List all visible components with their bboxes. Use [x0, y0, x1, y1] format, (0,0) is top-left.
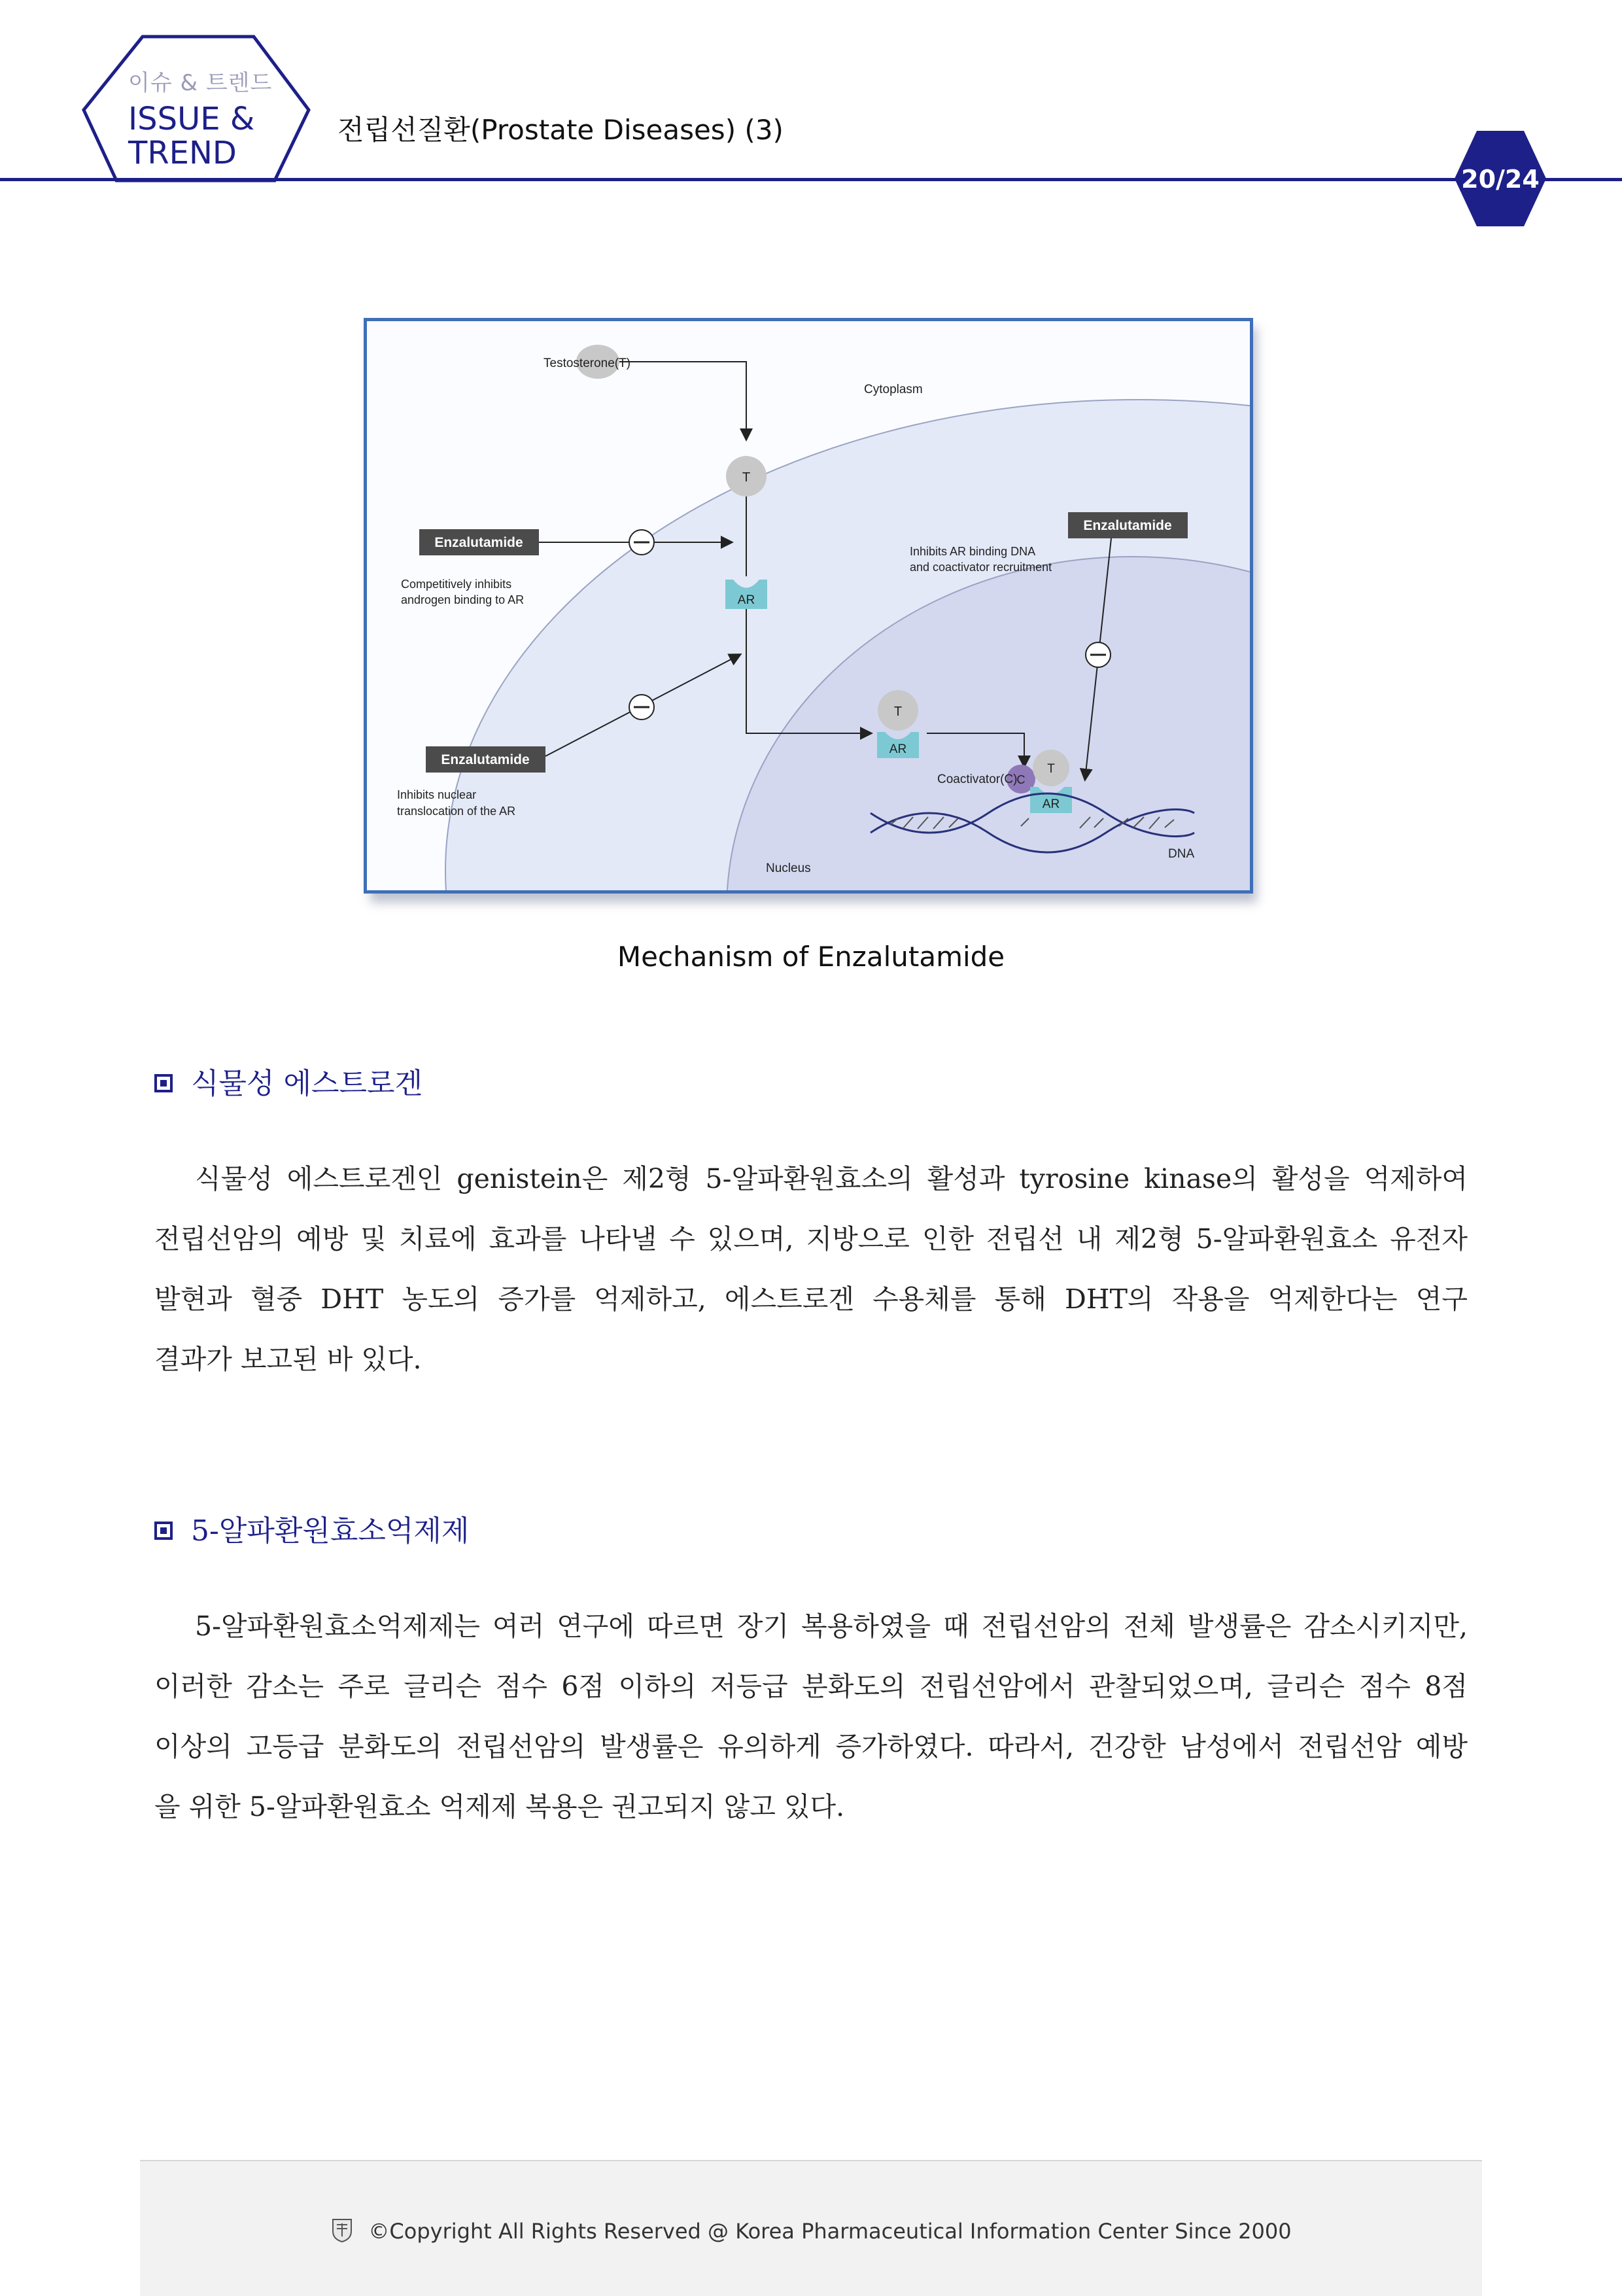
ar-label-cytoplasm: AR	[737, 593, 755, 607]
paragraph-phytoestrogen	[154, 1149, 1468, 1389]
enzalutamide-label-3: Enzalutamide	[1083, 518, 1172, 533]
issue-trend-logo-text	[128, 72, 272, 169]
dna-inhibition-line2: and coactivator recruitment	[910, 561, 1052, 574]
document-title: 전립선질환(Prostate Diseases) (3)	[337, 114, 784, 146]
dna-label: DNA	[1168, 847, 1195, 861]
nuclear-inhibition-line2: translocation of the AR	[397, 805, 516, 818]
testosterone-label: Testosterone(T)	[544, 357, 631, 370]
section-bullet-icon	[154, 1074, 173, 1092]
paragraph-line: 전립선암의 예방 및 치료에 효과를 나타낼 수 있으며, 지방으로 인한 전립선 내 제2형 5-알파환원효소 유전자	[154, 1223, 1468, 1255]
ar-label-dna: AR	[1042, 797, 1060, 811]
paragraph-line: 발현과 혈중 DHT 농도의 증가를 억제하고, 에스트로겐 수용체를 통해 DHT의 작용을 억제한다는 연구	[154, 1283, 1468, 1315]
section-title-5ari	[154, 1507, 469, 1549]
t-label-dna: T	[1047, 762, 1055, 776]
competitive-inhibition-line2: androgen binding to AR	[401, 593, 525, 606]
figure-caption: Mechanism of Enzalutamide	[617, 941, 1005, 973]
logo-english-line1: ISSUE &	[128, 101, 255, 137]
page-footer	[140, 2160, 1482, 2296]
nucleus-label: Nucleus	[766, 861, 811, 875]
header-divider	[0, 178, 1622, 181]
footer-copyright-row	[140, 2219, 1482, 2246]
ar-label-nucleus: AR	[889, 742, 907, 756]
logo-english-line2: TREND	[128, 135, 237, 171]
cytoplasm-label: Cytoplasm	[864, 383, 923, 396]
page-number: 20/24	[1461, 165, 1540, 194]
section-bullet-icon	[154, 1522, 173, 1540]
section-title-phytoestrogen	[154, 1060, 423, 1102]
enzalutamide-label-2: Enzalutamide	[441, 752, 530, 767]
paragraph-line: 을 위한 5-알파환원효소 억제제 복용은 권고되지 않고 있다.	[154, 1791, 845, 1822]
paragraph-line: 5-알파환원효소억제제는 여러 연구에 따르면 장기 복용하였을 때 전립선암의 전체 발생률은 감소시키지만,	[195, 1610, 1468, 1642]
competitive-inhibition-line1: Competitively inhibits	[401, 578, 512, 591]
enzalutamide-label-1: Enzalutamide	[434, 535, 523, 550]
logo-korean-label: 이슈 & 트렌드	[128, 70, 273, 96]
coactivator-label: Coactivator(C)	[937, 773, 1018, 786]
paragraph-line: 식물성 에스트로겐인 genistein은 제2형 5-알파환원효소의 활성과 tyrosine kinase의 활성을 억제하여	[195, 1163, 1468, 1194]
footer-copyright-text: ©Copyright All Rights Reserved @ Korea Pharmaceutical Information Center Since 2000	[368, 2219, 1292, 2244]
paragraph-line: 이러한 감소는 주로 글리슨 점수 6점 이하의 저등급 분화도의 전립선암에서 관찰되었으며, 글리슨 점수 8점	[154, 1671, 1468, 1702]
nuclear-inhibition-line1: Inhibits nuclear	[397, 788, 477, 801]
section-title-text: 5-알파환원효소억제제	[191, 1514, 470, 1548]
dna-inhibition-line1: Inhibits AR binding DNA	[910, 545, 1036, 558]
paragraph-line: 결과가 보고된 바 있다.	[154, 1344, 422, 1375]
kpic-emblem-icon	[330, 2217, 354, 2243]
t-label-cytoplasm: T	[742, 470, 751, 485]
t-label-nucleus: T	[893, 704, 903, 719]
paragraph-line: 이상의 고등급 분화도의 전립선암의 발생률은 유의하게 증가하였다. 따라서, 건강한 남성에서 전립선암 예방	[154, 1731, 1468, 1762]
section-title-text: 식물성 에스트로겐	[191, 1067, 423, 1100]
enzalutamide-mechanism-figure	[364, 318, 1253, 894]
coactivator-c-label: C	[1016, 773, 1026, 786]
paragraph-5ari	[154, 1596, 1468, 1837]
